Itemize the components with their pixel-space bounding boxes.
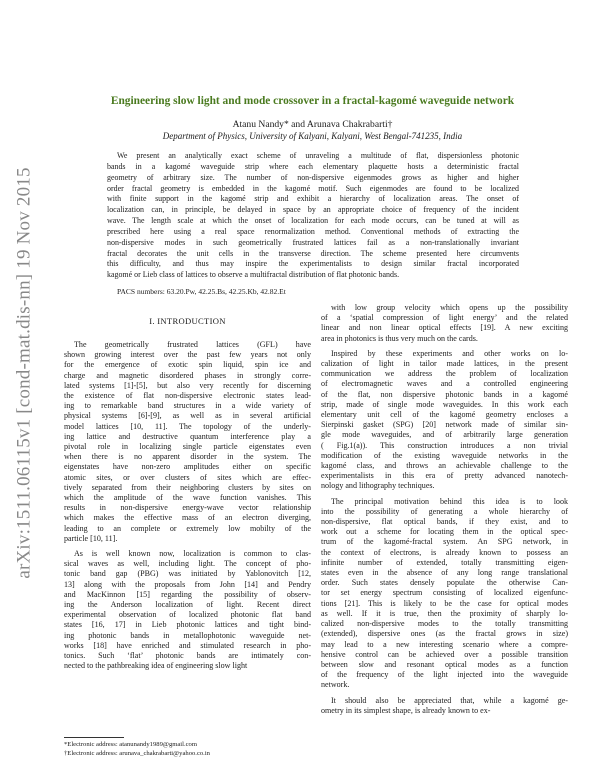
authors: Atanu Nandy* and Arunava Chakrabarti† (232, 119, 393, 130)
text-line: results in non-dispersive energy-wave vector relationship (64, 503, 311, 513)
text-line: physical systems [6]-[9], as well as in several artificial (64, 411, 311, 421)
paragraph (64, 340, 311, 544)
text-line: of the frequency of the light injected into the waveguide (321, 670, 568, 680)
text-line: ing to remarkable band structures in a wide variety of (64, 401, 311, 411)
text-line: trum of the kagomé-fractal system. An SPG network, in (321, 537, 568, 547)
paragraph (321, 349, 568, 492)
abstract-line: geometry of arbitrary size. The number of non-dispersive eigenmodes grows as higher and higher (107, 172, 519, 182)
text-line: Sierpinski gasket (SPG) [20] network made of similar sin- (321, 420, 568, 430)
text-line: Inspired by these experiments and other works on lo- (331, 348, 568, 358)
text-line: for the emergence of exotic spin liquid, spin ice and (64, 360, 311, 370)
section-heading: I. INTRODUCTION (149, 316, 226, 326)
text-line: It should also be appreciated that, while a kagomé ge- (331, 695, 568, 705)
text-line: tions [21]. This is likely to be the case for optical modes (321, 598, 568, 608)
text-line: when there is no apparent disorder in the system. The (64, 452, 311, 462)
text-line: tively separated from their neighboring clusters by sites on (64, 482, 311, 492)
text-line: pivotal role in localizing single particle eigenstates even (64, 442, 311, 452)
paragraph (321, 696, 568, 716)
text-line: of electromagnetic waves and a controlled engineering (321, 379, 568, 389)
abstract-line: We present an analytically exact scheme of unraveling a multitude of flat, dispersionless photonic (117, 151, 519, 160)
paragraph (321, 497, 568, 691)
text-line: infinite number of extended, totally transmitting eigen- (321, 557, 568, 567)
abstract-line: prescribed here using a real space renormalization method. Conventional methods of extracting the (107, 226, 519, 236)
text-line: lated systems [1]-[5], but also very recently for discerning (64, 380, 311, 390)
text-line: tonics. Such ‘flat’ photonic bands are intimately con- (64, 651, 311, 661)
text-line: order. Such states densely populate the otherwise Can- (321, 578, 568, 588)
abstract-line: bands in a kagomé waveguide strip where each elementary plaquette hosts a deterministic fractal (107, 161, 519, 171)
text-line: area in photonics is thus very much on the cards. (321, 333, 478, 343)
text-line: nology and lithography techniques. (321, 481, 435, 491)
text-line: kagomé class, and throws an achievable challenge to the (321, 461, 568, 471)
paragraph (321, 303, 568, 344)
footnote: †Electronic address: arunava_chakrabarti@yahoo.co.in (64, 749, 210, 757)
text-line: between slow and resonant optical modes as a function (321, 659, 568, 669)
text-line: of a ‘spatial compression of light energy’ and the related (321, 313, 568, 323)
text-line: shown growing interest over the past few years not only (64, 350, 311, 360)
text-line: communication we address the problem of localization (321, 369, 568, 379)
text-line: ometry in its simplest shape, is already known to ex- (321, 705, 491, 715)
arxiv-identifier-text: arXiv:1511.06115v1 [cond-mat.dis-nn] 19 Nov 2015 (14, 166, 36, 579)
text-line: eigenstates have non-zero amplitudes either on specific (64, 462, 311, 472)
footnote-rule (64, 737, 124, 738)
text-line: atomic sites, or over clusters of sites which are effec- (64, 472, 311, 482)
footnotes (64, 741, 311, 758)
text-line: the context of electrons, is already known to possess an (321, 547, 568, 557)
text-line: tonic band gap (PBG) was initiated by Yablonovitch [12, (64, 569, 311, 579)
text-line: the existence of flat non-dispersive electronic states lead- (64, 391, 311, 401)
text-line: ( Fig.1(a)). This construction introduces a non trivial (321, 440, 568, 450)
text-line: non-dispersive, flat optical bands, if they exist, and to (321, 517, 568, 527)
abstract-line: with finite support in the kagomé strip and exhibit a hierarchy of localization areas. The onset of (107, 194, 519, 204)
text-line: experimentalists in this era of pretty advanced nanotech- (321, 471, 568, 481)
text-line: ing lattice and destructive quantum interference play a (64, 431, 311, 441)
footnote: *Electronic address: atanunandy1989@gmail.com (64, 741, 197, 748)
text-line: ing photonic bands in metallophotonic waveguide net- (64, 630, 311, 640)
abstract (107, 151, 519, 281)
text-line: as well. If it is true, then the proximity of sharply lo- (321, 608, 568, 618)
paragraph (64, 549, 311, 671)
text-line: 13] along with the proposals from John [14] and Pendry (64, 579, 311, 589)
text-line: works [18] have enriched and stimulated research in pho- (64, 640, 311, 650)
text-line: sical waves as well, including light. The concept of pho- (64, 559, 311, 569)
pacs-numbers: PACS numbers: 63.20.Pw, 42.25.Bs, 42.25.Kb, 42.82.Et (117, 287, 286, 296)
text-line: particle [10, 11]. (64, 533, 118, 543)
arxiv-identifier (10, 150, 40, 595)
text-line: elementary unit cell of the kagomé geometry encloses a (321, 410, 568, 420)
text-line: nected to the pathbreaking idea of engineering slow light (64, 661, 248, 671)
text-line: and MacKinnon [15] regarding the possibility of observ- (64, 589, 311, 599)
paper-title: Engineering slow light and mode crossover in a fractal-kagomé waveguide network (110, 95, 515, 107)
text-line: into the possibility of generating a whole hierarchy of (321, 506, 568, 516)
text-line: which the amplitude of the wave function vanishes. This (64, 493, 311, 503)
text-line: leading to an complete or extremely low mobilty of the (64, 523, 311, 533)
text-line: modification of the existing waveguide networks in the (321, 450, 568, 460)
abstract-line: localization can, in principle, be delayed in space by an appropriate choice of frequency of the incident (107, 205, 519, 215)
text-line: As is well known now, localization is common to clas- (74, 549, 311, 559)
text-line: network. (321, 680, 350, 690)
text-line: states [16, 17] in Lieb photonic lattices and tight bind- (64, 620, 311, 630)
text-line: of the flat, non dispersive photonic bands in a kagomé (321, 389, 568, 399)
text-line: states even in the absence of any long range translational (321, 568, 568, 578)
text-line: (extended), dispersive ones (as the fractal grows in size) (321, 629, 568, 639)
text-line: work out a scheme for locating them in the optical spec- (321, 527, 568, 537)
text-line: linear and non linear optical effects [19]. A new exciting (321, 323, 568, 333)
text-line: model lattices [10, 11]. The topology of the underly- (64, 421, 311, 431)
abstract-line: kagomé or Lieb class of lattices to observe a multifractal distribution of flat photonic bands. (107, 270, 400, 280)
abstract-line: fractal decorates the unit cells in the transverse direction. The scheme presented here circumvents (107, 248, 519, 258)
text-line: which makes the effective mass of an electron diverging, (64, 513, 311, 523)
text-line: calization of light in tailor made lattices, in the present (321, 359, 568, 369)
affiliation: Department of Physics, University of Kalyani, Kalyani, West Bengal-741235, India (162, 131, 463, 141)
text-line: hensive control can be achieved over a possible transition (321, 649, 568, 659)
text-line: The geometrically frustrated lattices (GFL) have (74, 340, 311, 349)
text-line: calized non-dispersive modes to the totally transmitting (321, 619, 568, 629)
text-line: experimental observation of localized photonic flat band (64, 610, 311, 620)
abstract-line: this difficulty, and thus may inspire the experimentalists to design similar fractal incorporated (107, 259, 519, 269)
text-line: strip, made of single mode waveguides. In this work each (321, 399, 568, 409)
text-line: may lead to a new interesting scenario where a compre- (321, 639, 568, 649)
text-line: gle mode waveguides, and of arbitrarily large generation (321, 430, 568, 440)
left-column (64, 340, 311, 677)
text-line: ing the Anderson localization of light. Recent direct (64, 600, 311, 610)
abstract-line: order fractal geometry is embedded in the kagomé motif. Such eigenmodes are found to be localized (107, 183, 519, 193)
text-line: with low group velocity which opens up the possibility (331, 303, 568, 312)
text-line: charge and magnetic disordered phases in strongly corre- (64, 370, 311, 380)
abstract-line: wave. The length scale at which the onset of localization for each mode occurs, can be tuned at will as (107, 216, 519, 226)
right-column (321, 303, 568, 721)
text-line: The principal motivation behind this idea is to look (331, 496, 568, 506)
abstract-line: non-dispersive modes in such geometrically frustrated lattices fail as a non-translationally invariant (107, 237, 519, 247)
text-line: tor set energy spectrum consisting of localized eigenfunc- (321, 588, 568, 598)
